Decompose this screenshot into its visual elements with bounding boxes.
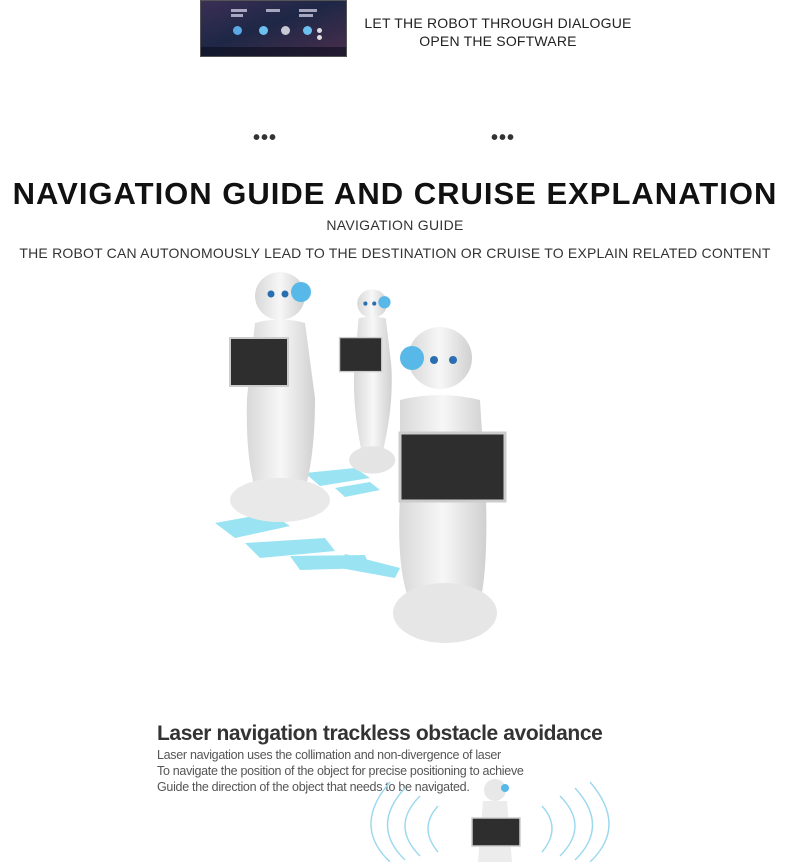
laser-line-3: Guide the direction of the object that needs to be navigated. <box>157 780 470 794</box>
robots-illustration <box>195 268 530 648</box>
section-subtitle: NAVIGATION GUIDE <box>326 217 464 233</box>
laser-robot-illustration <box>350 776 630 862</box>
section-title: NAVIGATION GUIDE AND CRUISE EXPLANATION <box>12 176 778 211</box>
caption-line-1: LET THE ROBOT THROUGH DIALOGUE <box>364 15 632 31</box>
laser-line-2: To navigate the position of the object for precise positioning to achieve <box>157 764 524 778</box>
ellipsis-divider-right: ••• <box>491 127 516 149</box>
robot-back <box>340 289 396 473</box>
software-screenshot <box>200 0 347 57</box>
robot-left <box>230 272 330 522</box>
robot-front <box>393 327 505 643</box>
software-caption <box>350 14 646 50</box>
ellipsis-divider-left: ••• <box>253 127 278 149</box>
laser-line-1: Laser navigation uses the collimation and non-divergence of laser <box>157 748 501 762</box>
caption-line-2: OPEN THE SOFTWARE <box>419 33 577 49</box>
laser-robot <box>472 779 520 862</box>
laser-section-title: Laser navigation trackless obstacle avoidance <box>157 722 603 745</box>
section-description: THE ROBOT CAN AUTONOMOUSLY LEAD TO THE DESTINATION OR CRUISE TO EXPLAIN RELATED CONTENT <box>19 245 771 261</box>
